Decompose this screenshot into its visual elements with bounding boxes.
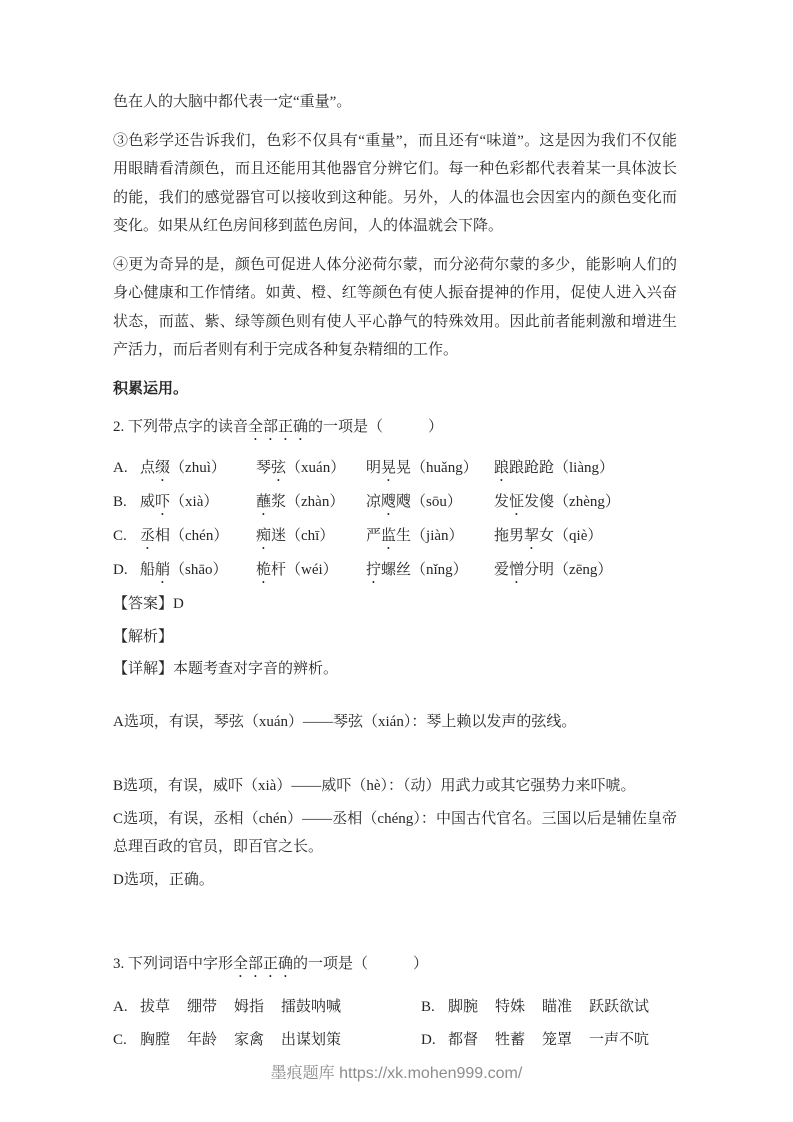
option-word: 脚腕 xyxy=(448,999,479,1015)
q3-option-b xyxy=(421,993,677,1022)
item-text: （xià） xyxy=(170,494,219,510)
item-text: 威 xyxy=(140,494,156,510)
item-text: 螺丝（nǐng） xyxy=(381,562,468,578)
question2-emphasis: 全部正确 xyxy=(248,419,309,435)
item-text: （xuán） xyxy=(286,460,346,476)
item-text: 爱 xyxy=(494,562,510,578)
option-label: D. xyxy=(421,1031,436,1048)
item-text: 飕（sōu） xyxy=(396,494,462,510)
item-emphasized-char: 弦 xyxy=(271,460,287,476)
option-item xyxy=(140,454,256,485)
question3-suffix: 的一项是（ ） xyxy=(293,956,429,972)
q3-option-d xyxy=(421,1026,677,1055)
item-text: 明 xyxy=(366,460,382,476)
explanation-d: D选项，正确。 xyxy=(113,871,214,888)
q2-option-row-d xyxy=(113,556,677,587)
item-text: 生（jiàn） xyxy=(396,528,464,544)
item-text: 相（chén） xyxy=(155,528,229,544)
option-item xyxy=(366,454,494,485)
item-emphasized-char: 晃 xyxy=(381,460,397,476)
item-text: 凉 xyxy=(366,494,382,510)
item-text: （shāo） xyxy=(170,562,228,578)
item-emphasized-char: 缀 xyxy=(155,460,171,476)
item-emphasized-char: 丞 xyxy=(140,528,156,544)
detail-line: 【详解】本题考查对字音的辨析。 xyxy=(113,661,339,677)
item-text: 拖男 xyxy=(494,528,525,544)
item-emphasized-char: 飕 xyxy=(381,494,397,510)
option-label: D. xyxy=(113,562,128,578)
item-text: 点 xyxy=(140,460,156,476)
document-content xyxy=(113,88,677,1058)
option-word: 一声不吭 xyxy=(589,1031,650,1048)
item-emphasized-char: 怔 xyxy=(509,494,525,510)
section-heading: 积累运用。 xyxy=(113,380,189,397)
item-emphasized-char: 踉 xyxy=(494,460,510,476)
analysis-label: 【解析】 xyxy=(113,628,174,645)
option-word: 擂鼓呐喊 xyxy=(281,999,342,1015)
question3-prefix: 3. 下列词语中字形 xyxy=(113,956,234,972)
option-word: 出谋划策 xyxy=(281,1031,342,1048)
item-text: 发 xyxy=(494,494,510,510)
item-emphasized-char: 挈 xyxy=(524,528,540,544)
option-word: 绷带 xyxy=(187,999,218,1015)
item-text: 琴 xyxy=(256,460,272,476)
option-label: C. xyxy=(113,528,127,544)
explanation-c: C选项，有误，丞相（chén）——丞相（chéng）：中国古代官名。三国以后是辅佐皇帝总理百政的官员，即百官之长。 xyxy=(113,810,677,855)
item-emphasized-char: 憎 xyxy=(509,562,525,578)
option-word: 年龄 xyxy=(187,1031,218,1048)
option-word: 牲蓄 xyxy=(495,1031,526,1048)
answer-line: 【答案】D xyxy=(113,596,184,612)
item-text: 女（qiè） xyxy=(539,528,603,544)
q3-option-row-1 xyxy=(113,993,677,1022)
question2-prefix: 2. 下列带点字的读音 xyxy=(113,419,249,435)
footer-watermark: 墨痕题库 https://xk.mohen999.com/ xyxy=(270,1065,523,1082)
item-text: 杆（wéi） xyxy=(271,562,338,578)
question3-title xyxy=(113,950,677,981)
option-item xyxy=(140,488,256,519)
option-item xyxy=(494,454,677,485)
q3-option-a xyxy=(113,993,421,1022)
option-word: 胸膛 xyxy=(140,1031,171,1048)
option-item xyxy=(366,522,494,553)
item-emphasized-char: 监 xyxy=(381,528,397,544)
item-emphasized-char: 痴 xyxy=(256,528,272,544)
item-emphasized-char: 拧 xyxy=(366,562,382,578)
passage-carry-line: 色在人的大脑中都代表一定“重量”。 xyxy=(113,94,352,110)
item-text: 迷（chī） xyxy=(271,528,335,544)
option-item xyxy=(494,488,677,519)
option-item xyxy=(494,522,677,553)
option-word: 拔草 xyxy=(140,999,171,1015)
q2-option-row-a xyxy=(113,454,677,485)
item-emphasized-char: 蘸 xyxy=(256,494,272,510)
item-text: 船 xyxy=(140,562,156,578)
option-label: B. xyxy=(421,999,435,1015)
item-text: 踉跄跄（liàng） xyxy=(509,460,615,476)
option-item xyxy=(140,522,256,553)
option-item xyxy=(494,556,677,587)
passage-paragraph-4: ④更为奇异的是，颜色可促进人体分泌荷尔蒙，而分泌荷尔蒙的多少，能影响人们的身心健康和工作情绪。如黄、橙、红等颜色有使人振奋提神的作用，促使人进入兴奋状态，而蓝、紫、绿等颜色则有使人平心静气的特殊效用。因此前者能刺激和增进生产活力，而后者则有利于完成各种复杂精细的工作。 xyxy=(113,256,677,358)
option-word: 都督 xyxy=(448,1031,479,1048)
passage-paragraph-3: ③色彩学还告诉我们，色彩不仅具有“重量”，而且还有“味道”。这是因为我们不仅能用眼睛看清颜色，而且还能用其他器官分辨它们。每一种色彩都代表着某一具体波长的能，我们的感觉器官可以接收到这种能。另外，人的体温也会因室内的颜色变化而变化。如果从红色房间移到蓝色房间，人的体温就会下降。 xyxy=(113,132,677,234)
option-item xyxy=(256,488,366,519)
option-label: A. xyxy=(113,460,128,476)
item-text: 发傻（zhèng） xyxy=(524,494,620,510)
option-label: C. xyxy=(113,1031,127,1048)
question2-title xyxy=(113,413,677,444)
option-word: 笼罩 xyxy=(542,1031,573,1048)
item-emphasized-char: 艄 xyxy=(155,562,171,578)
option-word: 瞄准 xyxy=(542,999,573,1015)
question2-suffix: 的一项是（ ） xyxy=(308,419,444,435)
option-word: 姆指 xyxy=(234,999,265,1015)
q2-option-row-c xyxy=(113,522,677,553)
q3-option-c xyxy=(113,1026,421,1055)
q3-option-row-2 xyxy=(113,1026,677,1055)
item-emphasized-char: 吓 xyxy=(155,494,171,510)
option-item xyxy=(366,556,494,587)
question3-emphasis: 全部正确 xyxy=(233,956,294,972)
item-text: （zhuì） xyxy=(170,460,226,476)
item-text: 分明（zēng） xyxy=(524,562,613,578)
option-item xyxy=(256,556,366,587)
explanation-a: A选项，有误，琴弦（xuán）——琴弦（xián）：琴上赖以发声的弦线。 xyxy=(113,713,577,730)
option-item xyxy=(256,522,366,553)
option-label: B. xyxy=(113,494,127,510)
item-text: 严 xyxy=(366,528,382,544)
option-word: 跃跃欲试 xyxy=(589,999,650,1015)
option-label: A. xyxy=(113,999,128,1015)
option-item xyxy=(140,556,256,587)
option-word: 特姝 xyxy=(495,999,526,1015)
explanation-b: B选项，有误，威吓（xià）——威吓（hè）：（动）用武力或其它强势力来吓唬。 xyxy=(113,778,636,794)
option-item xyxy=(366,488,494,519)
item-text: 浆（zhàn） xyxy=(271,494,345,510)
option-item xyxy=(256,454,366,485)
item-emphasized-char: 桅 xyxy=(256,562,272,578)
option-word: 家禽 xyxy=(234,1031,265,1048)
item-text: 晃（huǎng） xyxy=(396,460,478,476)
q2-option-row-b xyxy=(113,488,677,519)
